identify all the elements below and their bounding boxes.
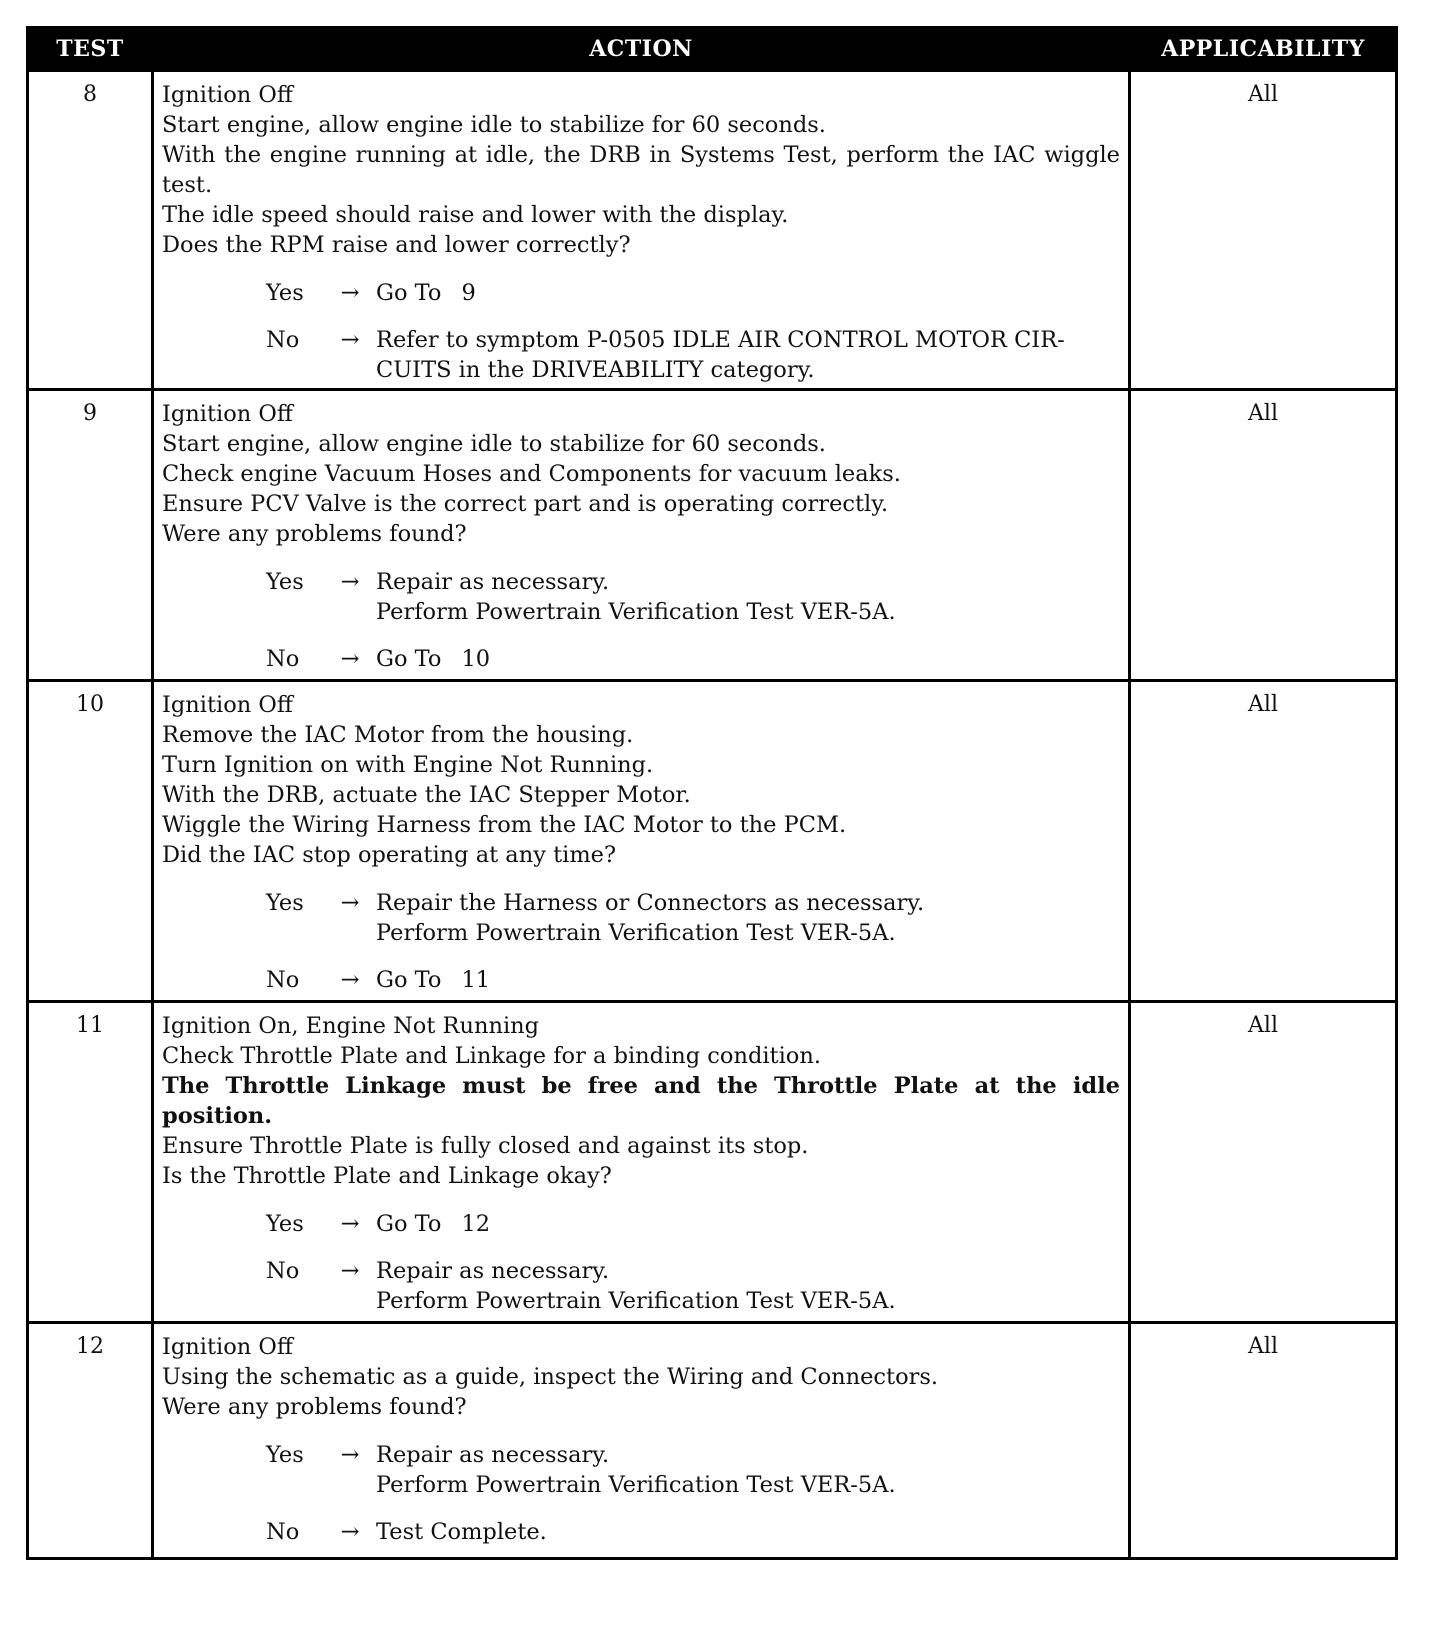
applicability: All: [1248, 82, 1278, 107]
outcomes: [162, 1209, 1120, 1316]
outcome-yes: [266, 1440, 1120, 1500]
outcome-line: Repair as necessary.: [376, 569, 610, 595]
test-number: 12: [76, 1334, 104, 1359]
outcome-line: Refer to symptom P-0505 IDLE AIR CONTROL MOTOR CIR-: [376, 327, 1065, 353]
outcome-line: Repair as necessary.: [376, 1258, 610, 1284]
outcome-line: Repair as necessary.: [376, 1442, 610, 1468]
test-number: 10: [76, 692, 104, 717]
goto-label: Go To: [376, 646, 442, 672]
outcomes: [162, 888, 1120, 995]
outcome-text: [376, 1256, 1120, 1316]
table-row: [29, 1000, 1395, 1321]
goto-text: [376, 278, 1120, 308]
arrow-icon: →: [340, 646, 360, 672]
step-text: With the DRB, actuate the IAC Stepper Motor.: [162, 782, 691, 808]
table-row: [29, 388, 1395, 679]
step-text: Ignition Off: [162, 1334, 293, 1360]
table-row: [29, 69, 1395, 388]
step-text: Start engine, allow engine idle to stabilize for 60 seconds.: [162, 431, 826, 457]
no-label: No: [266, 1258, 300, 1284]
outcome-line: Perform Powertrain Verification Test VER-5A.: [376, 920, 896, 946]
step-text: Ensure Throttle Plate is fully closed and against its stop.: [162, 1133, 809, 1159]
goto-number: 11: [461, 967, 491, 993]
yes-label: Yes: [266, 280, 304, 306]
arrow-icon: →: [340, 280, 360, 306]
yes-label: Yes: [266, 890, 304, 916]
step-text: Ignition Off: [162, 401, 293, 427]
outcome-line: Test Complete.: [376, 1519, 547, 1545]
test-number: 9: [83, 401, 97, 426]
no-label: No: [266, 646, 300, 672]
no-label: No: [266, 327, 300, 353]
action-cell: [151, 72, 1131, 388]
applicability: All: [1248, 1013, 1278, 1038]
step-text: The idle speed should raise and lower with the display.: [162, 202, 789, 228]
arrow-icon: →: [340, 327, 360, 353]
step-text: Is the Throttle Plate and Linkage okay?: [162, 1163, 612, 1189]
goto-number: 10: [461, 646, 491, 672]
yes-label: Yes: [266, 569, 304, 595]
outcome-no: [266, 1256, 1120, 1316]
header-test: TEST: [56, 36, 124, 62]
diagnostic-table: [26, 26, 1398, 1560]
table-header: [29, 29, 1395, 69]
header-action: ACTION: [589, 36, 693, 62]
outcome-no: [266, 1517, 1120, 1547]
outcome-text: [376, 1440, 1120, 1500]
step-text: Wiggle the Wiring Harness from the IAC Motor to the PCM.: [162, 812, 847, 838]
outcome-line: Perform Powertrain Verification Test VER-5A.: [376, 599, 896, 625]
step-text: Were any problems found?: [162, 1394, 467, 1420]
outcome-yes: [266, 888, 1120, 948]
outcomes: [162, 1440, 1120, 1547]
goto-label: Go To: [376, 967, 442, 993]
outcome-yes: [266, 278, 1120, 308]
outcome-line: CUITS in the DRIVEABILITY category.: [376, 357, 815, 383]
outcome-text: [376, 888, 1120, 948]
arrow-icon: →: [340, 1211, 360, 1237]
table-row: [29, 679, 1395, 1000]
outcome-text: [376, 567, 1120, 627]
outcome-line: Repair the Harness or Connectors as necessary.: [376, 890, 925, 916]
step-text: Ignition Off: [162, 82, 293, 108]
outcomes: [162, 278, 1120, 385]
outcome-line: Perform Powertrain Verification Test VER-5A.: [376, 1288, 896, 1314]
arrow-icon: →: [340, 1442, 360, 1468]
outcome-line: Perform Powertrain Verification Test VER-5A.: [376, 1472, 896, 1498]
goto-label: Go To: [376, 1211, 442, 1237]
arrow-icon: →: [340, 569, 360, 595]
applicability: All: [1248, 692, 1278, 717]
goto-number: 9: [461, 280, 476, 306]
arrow-icon: →: [340, 1258, 360, 1284]
header-applicability: APPLICABILITY: [1161, 36, 1365, 62]
arrow-icon: →: [340, 967, 360, 993]
outcome-yes: [266, 567, 1120, 627]
action-cell: [151, 1324, 1131, 1557]
goto-number: 12: [461, 1211, 491, 1237]
test-number: 11: [76, 1013, 104, 1038]
arrow-icon: →: [340, 1519, 360, 1545]
action-cell: [151, 391, 1131, 679]
applicability: All: [1248, 401, 1278, 426]
no-label: No: [266, 1519, 300, 1545]
step-text: Were any problems found?: [162, 521, 467, 547]
yes-label: Yes: [266, 1211, 304, 1237]
goto-text: [376, 965, 1120, 995]
outcome-no: [266, 965, 1120, 995]
no-label: No: [266, 967, 300, 993]
yes-label: Yes: [266, 1442, 304, 1468]
step-text: Check engine Vacuum Hoses and Components for vacuum leaks.: [162, 461, 901, 487]
step-text: Turn Ignition on with Engine Not Running.: [162, 752, 654, 778]
step-text: Using the schematic as a guide, inspect the Wiring and Connectors.: [162, 1364, 939, 1390]
step-text: Ignition Off: [162, 692, 293, 718]
outcomes: [162, 567, 1120, 674]
step-text: Check Throttle Plate and Linkage for a binding condition.: [162, 1043, 821, 1069]
warning-text: The Throttle Linkage must be free and the Throttle Plate at the idle position.: [162, 1073, 1120, 1129]
outcome-text: [376, 325, 1120, 385]
test-number: 8: [83, 82, 97, 107]
step-text: Does the RPM raise and lower correctly?: [162, 232, 631, 258]
step-text: Did the IAC stop operating at any time?: [162, 842, 617, 868]
applicability: All: [1248, 1334, 1278, 1359]
arrow-icon: →: [340, 890, 360, 916]
outcome-text: [376, 1517, 1120, 1547]
outcome-yes: [266, 1209, 1120, 1239]
action-cell: [151, 682, 1131, 1000]
outcome-no: [266, 325, 1120, 385]
table-row: [29, 1321, 1395, 1557]
goto-label: Go To: [376, 280, 442, 306]
step-text: Ignition On, Engine Not Running: [162, 1013, 540, 1039]
action-cell: [151, 1003, 1131, 1321]
step-text: Ensure PCV Valve is the correct part and is operating correctly.: [162, 491, 889, 517]
step-text: Start engine, allow engine idle to stabilize for 60 seconds.: [162, 112, 826, 138]
goto-text: [376, 1209, 1120, 1239]
step-text: With the engine running at idle, the DRB in Systems Test, perform the IAC wiggle test.: [162, 142, 1120, 198]
goto-text: [376, 644, 1120, 674]
step-text: Remove the IAC Motor from the housing.: [162, 722, 634, 748]
outcome-no: [266, 644, 1120, 674]
